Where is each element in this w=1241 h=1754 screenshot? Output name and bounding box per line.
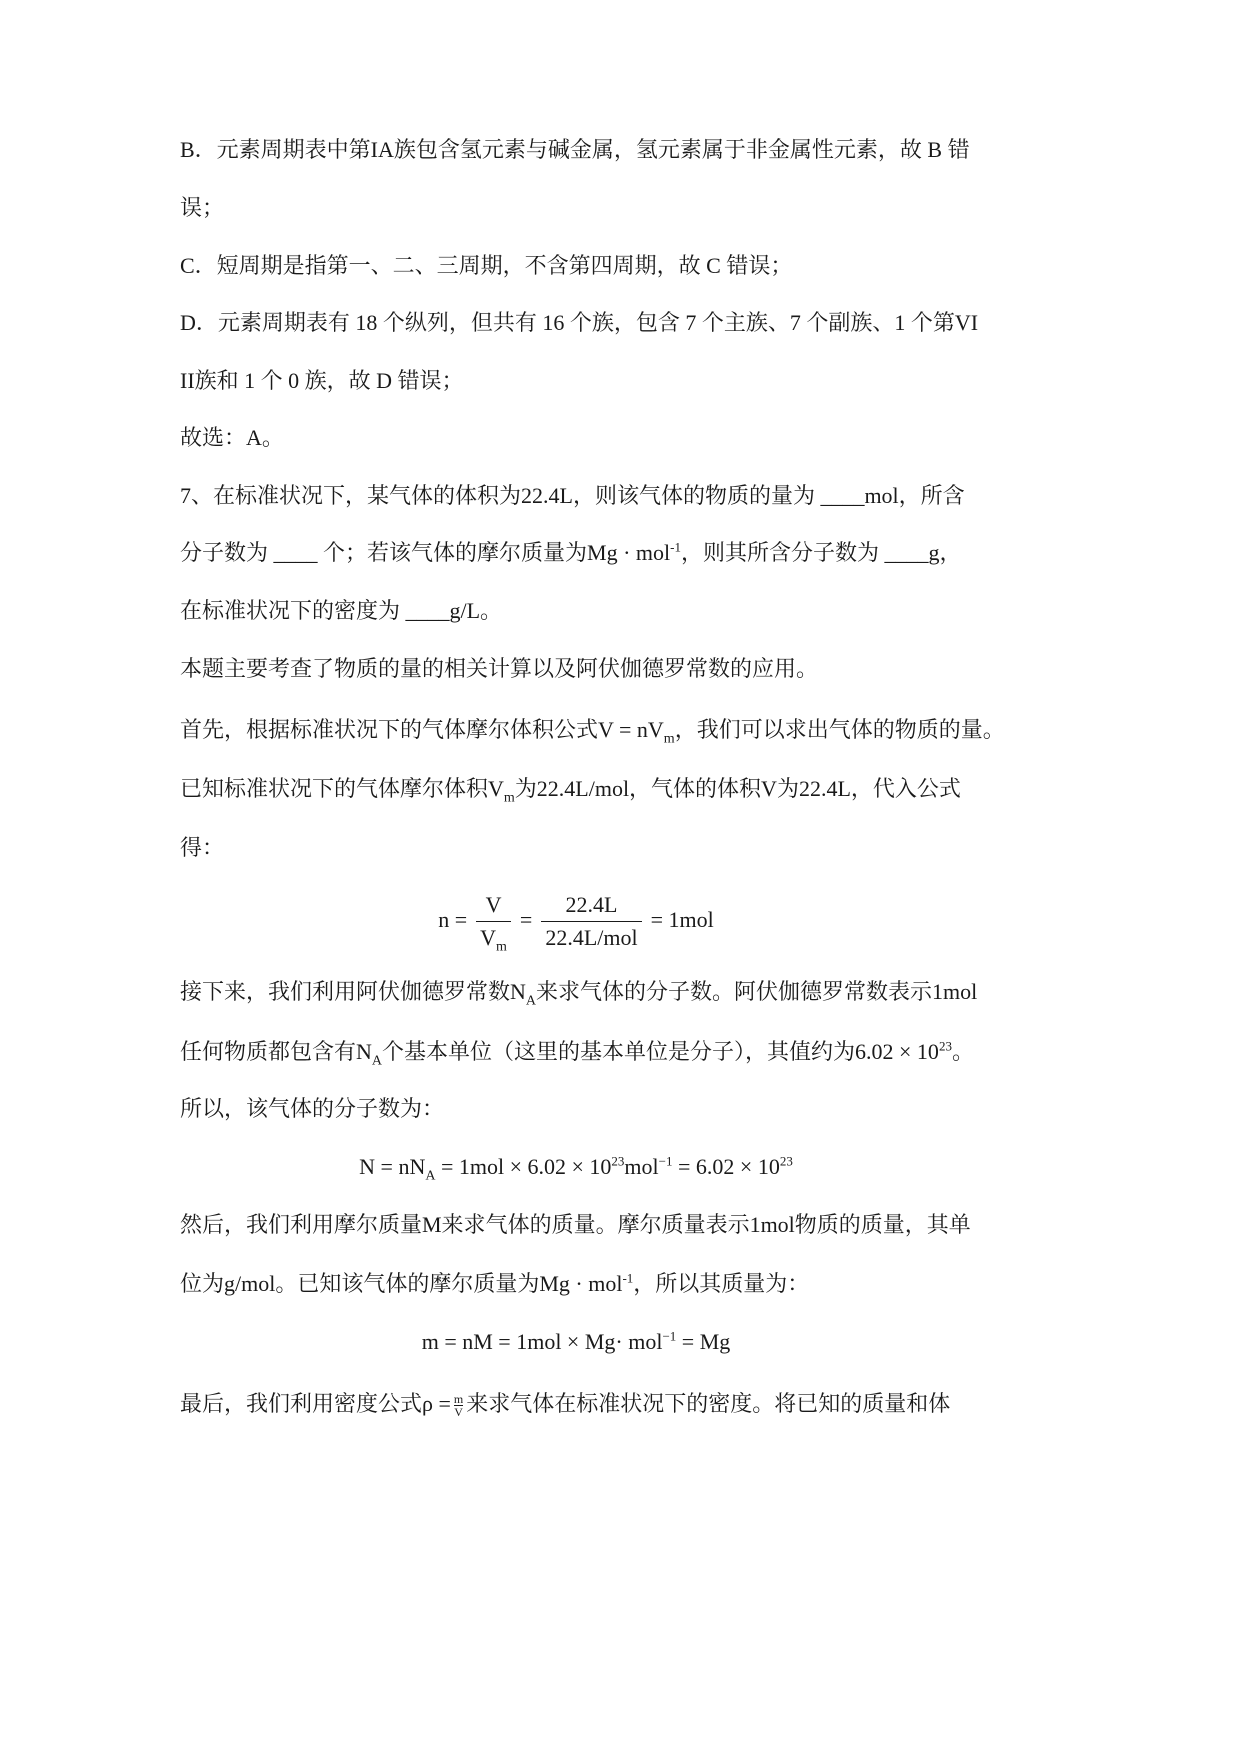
superscript: 23: [779, 1153, 793, 1169]
question-7-line-2: [180, 538, 961, 568]
superscript: -1: [670, 539, 681, 555]
subscript: m: [663, 731, 675, 747]
superscript: 23: [938, 1038, 952, 1054]
step2-line-1: [180, 977, 977, 1007]
option-d-line-1: D．元素周期表有 18 个纵列，但共有 16 个族，包含 7 个主族、7 个副族、1 个第VI: [180, 310, 979, 335]
fraction-denominator: V: [454, 1405, 463, 1420]
text-run: 分子数为 ____ 个；若该气体的摩尔质量为Mg · mol: [180, 540, 671, 565]
text-run: 最后，我们利用密度公式ρ =: [180, 1391, 451, 1416]
text-run: ，则其所含分子数为 ____g，: [680, 540, 962, 565]
option-b-line-1: B．元素周期表中第IA族包含氢元素与碱金属，氢元素属于非金属性元素，故 B 错: [180, 137, 970, 162]
subscript: A: [525, 993, 537, 1009]
step3-line-1: 然后，我们利用摩尔质量M来求气体的质量。摩尔质量表示1mol物质的质量，其单: [180, 1212, 971, 1237]
subscript: A: [425, 1168, 436, 1184]
step2-line-3: 所以，该气体的分子数为：: [180, 1096, 445, 1121]
text-run: V: [480, 925, 497, 951]
superscript: −1: [658, 1153, 673, 1169]
equals-sign: =: [519, 907, 533, 932]
step2-line-2: [180, 1037, 974, 1067]
text-run: 为22.4L/mol，气体的体积V为22.4L，代入公式: [514, 776, 961, 801]
text-run: = 6.02 × 10: [672, 1154, 780, 1179]
option-b-line-2: 误；: [180, 195, 225, 220]
text-run: 已知标准状况下的气体摩尔体积V: [180, 776, 504, 801]
subscript: A: [371, 1053, 383, 1069]
step3-line-2: [180, 1269, 809, 1299]
text-run: ，所以其质量为：: [633, 1271, 810, 1296]
equation-molecule-count: [180, 1152, 972, 1182]
step1-line-2: [180, 774, 961, 804]
question-7-line-1: 7、在标准状况下，某气体的体积为22.4L，则该气体的物质的量为 ____mol，所含: [180, 483, 965, 508]
fraction-v-over-vm: [476, 891, 511, 955]
text-run: 来求气体的分子数。阿伏伽德罗常数表示1mol: [536, 979, 978, 1004]
question-7-line-3: 在标准状况下的密度为 ____g/L。: [180, 598, 503, 623]
subscript: m: [496, 939, 507, 955]
text-run: 个基本单位（这里的基本单位是分子），其值约为6.02 × 10: [382, 1039, 939, 1064]
text-run: 。: [951, 1039, 974, 1064]
superscript: -1: [622, 1270, 634, 1286]
fraction-denominator: 22.4L/mol: [541, 921, 641, 952]
equation-mass: [180, 1327, 972, 1357]
option-d-line-2: II族和 1 个 0 族，故 D 错误；: [180, 368, 464, 393]
step1-line-1: [180, 715, 1005, 745]
text-run: 位为g/mol。已知该气体的摩尔质量为Mg · mol: [180, 1271, 623, 1296]
option-c-line: C．短周期是指第一、二、三周期，不含第四周期，故 C 错误；: [180, 253, 793, 278]
fraction-volume-ratio: [541, 891, 641, 952]
step1-line-3: 得：: [180, 835, 225, 860]
fraction-denominator: [476, 921, 511, 955]
superscript: −1: [662, 1328, 677, 1344]
fraction-numerator: 22.4L: [565, 892, 618, 918]
equation-rhs: = 1mol: [650, 907, 714, 932]
inline-fraction-m-over-v: [454, 1393, 463, 1418]
text-run: m = nM = 1mol × Mg· mol: [421, 1329, 663, 1354]
text-run: 任何物质都包含有N: [180, 1039, 372, 1064]
superscript: 23: [611, 1153, 625, 1169]
text-run: = Mg: [676, 1329, 731, 1354]
equation-amount-of-substance: [180, 885, 972, 955]
text-run: mol: [624, 1154, 659, 1179]
text-run: 接下来，我们利用阿伏伽德罗常数N: [180, 979, 526, 1004]
equation-lhs: n =: [438, 907, 468, 932]
text-run: ，我们可以求出气体的物质的量。: [674, 717, 1005, 742]
fraction-numerator: V: [485, 892, 502, 918]
analysis-intro: 本题主要考查了物质的量的相关计算以及阿伏伽德罗常数的应用。: [180, 656, 819, 681]
subscript: m: [503, 790, 515, 806]
step4-line-1: [180, 1389, 950, 1419]
answer-line: 故选：A。: [180, 425, 284, 450]
text-run: N = nN: [359, 1154, 426, 1179]
text-run: 来求气体在标准状况下的密度。将已知的质量和体: [466, 1391, 951, 1416]
text-run: 首先，根据标准状况下的气体摩尔体积公式V = nV: [180, 717, 664, 742]
text-run: = 1mol × 6.02 × 10: [435, 1154, 612, 1179]
fraction-numerator: m: [453, 1392, 464, 1407]
